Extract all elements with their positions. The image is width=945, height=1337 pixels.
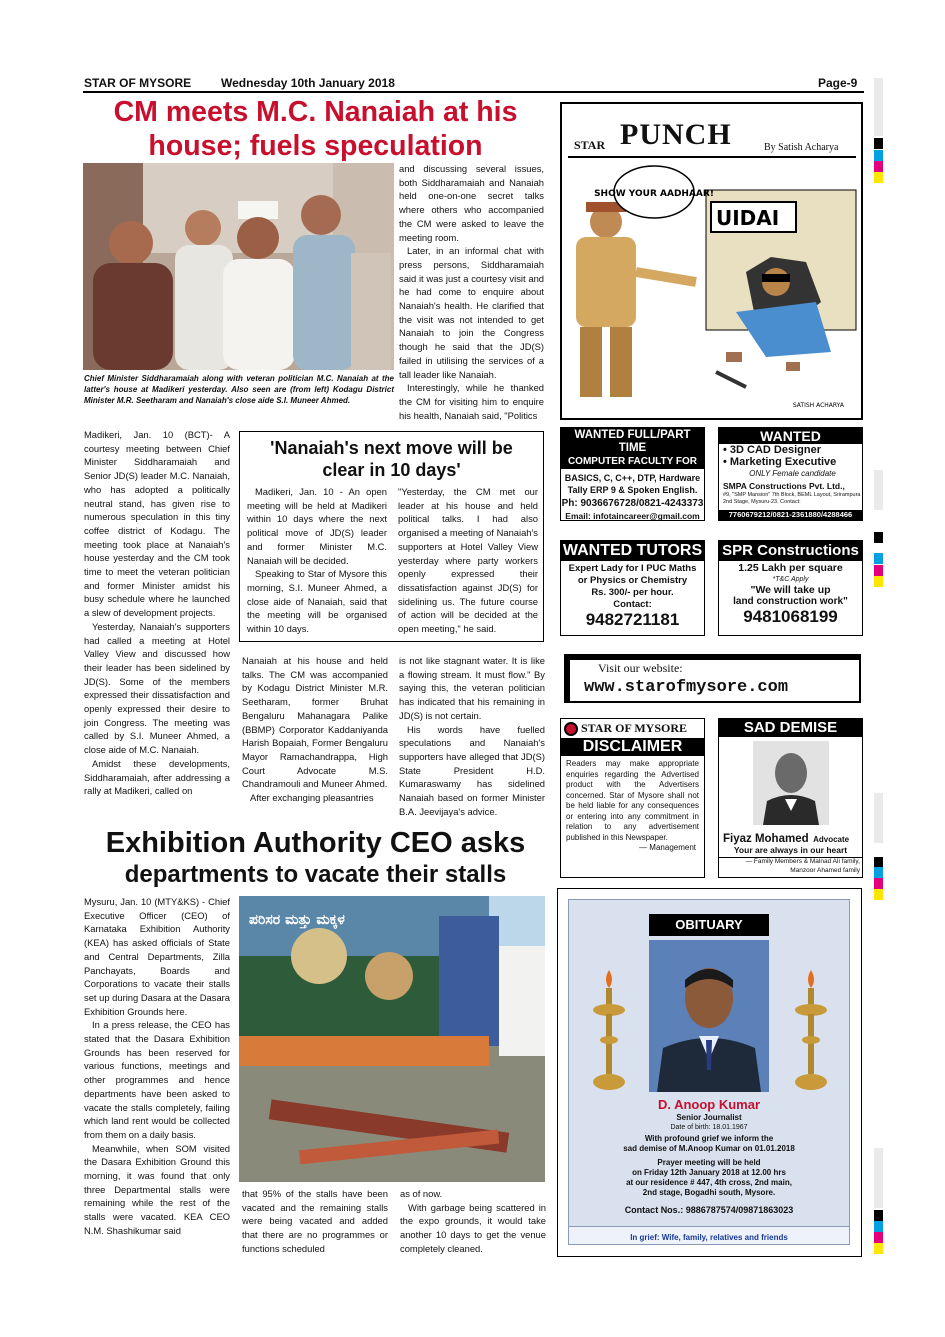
ad-computer-faculty: [560, 427, 705, 521]
paragraph: In a press release, the CEO has stated that the Dasara Exhibition Grounds has been reserved for various functions, meetings and other programmes and hence departments have been asked to vacate the stalls completely, failing which land rent would be collected from them on a daily basis.: [84, 1019, 230, 1140]
disclaimer-box: [560, 718, 705, 878]
paragraph: Madikeri, Jan. 10 - An open meeting will be held at Madikeri within 10 days where the next political move of JD(S) leader and former Minister M.C. Nanaiah will be decided.: [247, 486, 387, 566]
sidebar-col-b: [398, 485, 538, 636]
obituary-portrait-art: [649, 940, 769, 1092]
sad-demise-title: SAD DEMISE: [719, 719, 862, 737]
header-rule: [83, 91, 864, 93]
paragraph: With garbage being scattered in the expo grounds, it would take another 10 days to get the venue completely cleaned.: [400, 1201, 546, 1254]
oil-lamp-icon: [589, 970, 629, 1100]
ad-cad-phone: 7760679212/0821-2361880/4288466: [719, 510, 862, 520]
disclaimer-brand: [561, 719, 704, 738]
ad-cad-item2: • Marketing Executive: [723, 456, 837, 468]
obituary-prayer3: at our residence # 447, 4th cross, 2nd main,: [626, 1178, 792, 1187]
ad-spr-line3: land construction work": [733, 596, 848, 607]
ad-spr-body: [719, 563, 862, 607]
ad-faculty-phone: Ph: 9036676728/0821-4243373: [561, 498, 704, 509]
ad-spr-title: SPR Constructions: [719, 541, 862, 561]
ad-spr-phone: 9481068199: [743, 607, 838, 626]
swatch-cyan: [874, 1221, 883, 1232]
paragraph: Nanaiah at his house and held talks. The CM was accompanied by Kodagu District Minister M.R. Seetharam, former Bruhat Bengaluru Mahanagara Palike (BBMP) Corporator Kaddaniyanda Harish Bopaiah, Former Bengaluru Mayor Ramachandrappa, High Court Advocate M.S. Chandramouli and Muneer Ahmed.: [242, 655, 388, 790]
sad-demise-from2: Manzoor Ahamed family: [790, 866, 860, 874]
star-label: STAR: [574, 138, 606, 152]
website-box: [564, 654, 861, 703]
registration-strip-top: [874, 78, 883, 136]
obituary-box: [557, 888, 862, 1257]
obituary-line2: sad demise of M.Anoop Kumar on 01.01.2018: [623, 1144, 795, 1153]
ad-faculty-title: [561, 428, 704, 469]
paper-name: STAR OF MYSORE: [84, 76, 192, 90]
story1-col-right-top: [399, 162, 544, 422]
swatch-cyan: [874, 553, 883, 564]
paragraph: Interestingly, while he thanked the CM for visiting him to enquire his health, Nanaiah said, "Politics: [399, 382, 544, 421]
obituary-dob: Date of birth: 18.01.1967: [670, 1124, 748, 1131]
sad-demise-from: [723, 858, 860, 875]
story1-headline-line2: house; fuels speculation: [148, 130, 483, 162]
obituary-inner: [568, 899, 850, 1245]
paragraph: After exchanging pleasantries: [250, 792, 374, 804]
ad-tutors-line4: Contact:: [613, 599, 652, 610]
ad-cad-company: SMPA Constructions Pvt. Ltd.,: [723, 481, 845, 491]
ad-faculty-line1: BASICS, C, C++, DTP, Hardware: [564, 473, 701, 483]
ad-cad-note: ONLY Female candidate: [749, 469, 836, 478]
disclaimer-brand-text: STAR OF MYSORE: [581, 721, 688, 735]
swatch-black: [874, 1210, 883, 1221]
story2-headline-line1: Exhibition Authority CEO asks: [105, 827, 526, 859]
cartoon-signature: SATISH ACHARYA: [792, 402, 844, 409]
swatch-yellow: [874, 576, 883, 587]
obituary-prayer4: 2nd stage, Bogadhi south, Mysore.: [642, 1188, 776, 1197]
story2-col3: [400, 1187, 546, 1256]
paragraph: His words have fuelled speculations and Nanaiah's supporters have alleged that JD(S) State President H.D. Kumaraswamy has sidelined Nanaiah based on former Minister B.A. Jeevijaya's advice.: [399, 723, 545, 817]
ad-tutors: [560, 540, 705, 636]
punch-label: PUNCH: [620, 118, 732, 151]
sidebar-headline-line2: clear in 10 days': [322, 460, 461, 480]
paragraph: "Yesterday, the CM met our leader at his house and held political talks. I had also organised a meeting of Nanaiah's supporters at Hotel Valley View yesterday where party workers openly expressed their dissatisfaction against JD(S) for sidelining us. The future course of action will be decided at the open meeting," he said.: [398, 486, 538, 635]
obituary-grief: In grief: Wife, family, relatives and friends: [630, 1233, 788, 1242]
sidebar-col-a: [247, 485, 387, 636]
sidebar-headline-line1: 'Nanaiah's next move will be: [270, 438, 513, 458]
obituary-line1: With profound grief we inform the: [644, 1134, 774, 1143]
sad-demise-photo: [753, 741, 829, 825]
swatch-cyan: [874, 150, 883, 161]
paragraph: Mysuru, Jan. 10 (MTY&KS) - Chief Executive Officer (CEO) of Karnataka Exhibition Authority (KEA) has asked officials of State and Central Departments, Zilla Panchayats, Boards and Corporations to vacate their stalls set up during Dasara at the Dasara Exhibition Grounds here.: [84, 896, 230, 1017]
story2-headline-line2: departments to vacate their stalls: [124, 861, 507, 888]
obituary-contact: Contact Nos.: 9886787574/09871863023: [624, 1205, 794, 1215]
story1-col2: [242, 654, 388, 805]
ad-tutors-line3: Rs. 300/- per hour.: [591, 587, 674, 598]
star-logo-icon: [564, 722, 578, 736]
ad-tutors-title: WANTED TUTORS: [562, 542, 703, 559]
obituary-role: Senior Journalist: [676, 1113, 742, 1122]
ad-faculty-title2: COMPUTER FACULTY FOR: [567, 456, 698, 467]
story2-col2: [242, 1187, 388, 1256]
swatch-magenta: [874, 878, 883, 889]
story2-col1: [84, 895, 230, 1238]
cartoon-art: [566, 162, 859, 416]
obituary-text: [569, 1097, 849, 1216]
story1-caption: Chief Minister Siddharamaiah along with veteran politician M.C. Nanaiah at the latter's house at Madikeri yesterday. Also seen are (from left) Kodagu District Minister M.R. Seetharam and Nanaiah's close aide S.I. Muneer Ahmed.: [84, 374, 394, 405]
speech-bubble: SHOW YOUR AADHAAR!: [594, 189, 714, 199]
star-punch-box: [560, 102, 863, 420]
swatch-yellow: [874, 172, 883, 183]
obituary-title-bar: [649, 914, 769, 936]
obituary-photo: [649, 940, 769, 1092]
obituary-title: OBITUARY: [675, 917, 743, 932]
ad-spr-line2: "We will take up: [750, 584, 831, 596]
swatch-black: [874, 138, 883, 149]
ad-spr-constructions: [718, 540, 863, 636]
swatch-magenta: [874, 565, 883, 576]
sidebar-story-box: [239, 431, 544, 642]
obituary-grief-bar: [569, 1226, 849, 1244]
paragraph: and discussing several issues, both Siddharamaiah and Nanaiah held one-on-one secret talks where others who accompanied the CM were asked to leave the meeting room.: [399, 163, 544, 243]
ad-cad-item1: • 3D CAD Designer: [723, 444, 821, 456]
story2-headline: [83, 826, 548, 890]
story1-headline: [83, 95, 548, 163]
paragraph: as of now.: [400, 1188, 443, 1199]
portrait-art: [753, 741, 829, 825]
disclaimer-sign: — Management: [639, 843, 696, 852]
swatch-magenta: [874, 161, 883, 172]
ad-spr-line1: 1.25 Lakh per square: [738, 562, 843, 574]
swatch-magenta: [874, 1232, 883, 1243]
swatch-yellow: [874, 1243, 883, 1254]
ad-spr-tc: *T&C Apply: [772, 576, 809, 583]
story1-photo-art: [83, 163, 394, 370]
paragraph: Yesterday, Nanaiah's supporters had called a meeting at Hotel Valley View and discussed how their leader has been sidelined by JD(S). Some of the members expressed their dissatisfaction and openly expressed their desire to join Congress. The meeting was called by S.I. Muneer Ahmed, a close aide of M.C. Nanaiah.: [84, 620, 230, 756]
swatch-cyan: [874, 867, 883, 878]
star-punch-header: [568, 112, 856, 158]
ad-tutors-body: [561, 563, 704, 611]
sad-demise-box: [718, 718, 863, 878]
story1-headline-line1: CM meets M.C. Nanaiah at his: [113, 96, 518, 128]
paragraph: Later, in an informal chat with press persons, Siddharamaiah said it was just a courtesy visit and he had come to enquire about Nanaiah's health. He clarified that the visit was not intended to get Nanaiah to join the Congress though he said that the JD(S) failed in utilising the services of a tall leader like Nanaiah.: [399, 245, 544, 380]
paragraph: Madikeri, Jan. 10 (BCT)- A courtesy meeting between Chief Minister Siddharamaiah and Senior JD(S) leader M.C. Nanaiah, who has adopted a politically neutral stand, has given rise to numerous speculation in this tiny coffee district of Kodagu. The meeting took place at Nanaiah's house yesterday and the CM took time to meet the veteran politician and former Minister amidst his busy schedule where he launched a slew of development projects.: [84, 429, 230, 619]
page-number: Page-9: [818, 76, 858, 90]
ad-faculty-email: Email: infotaincareer@gmail.com: [565, 511, 700, 521]
paragraph: Amidst these developments, Siddharamaiah, after addressing a rally at Madikeri, called on: [84, 757, 230, 797]
story1-photo: [83, 163, 394, 370]
ad-faculty-line2: Tally ERP 9 & Spoken English.: [567, 485, 698, 495]
ad-tutors-line2: or Physics or Chemistry: [577, 575, 688, 586]
sidebar-headline: [240, 437, 543, 481]
ad-cad-title: WANTED: [719, 428, 862, 444]
sad-demise-role: Advocate: [813, 835, 850, 844]
story1-col1: [84, 428, 230, 798]
ad-cad-address: #9, "SMP Mansion" 7th Block, BEML Layout, Srirampura 2nd Stage, Mysuru-23. Contact:: [723, 492, 861, 505]
exhibition-sign-text: ಪರಿಸರ ಮತ್ತು ಮಕ್ಕಳ: [249, 912, 345, 928]
oil-lamp-icon: [791, 970, 831, 1100]
registration-strip-bottom: [874, 1148, 883, 1208]
ad-wanted-cad: [718, 427, 863, 521]
registration-strip-low: [874, 793, 883, 843]
swatch-yellow: [874, 889, 883, 900]
disclaimer-text: Readers may make appropriate enquiries regarding the Advertised product with the Advertisers concerned. Star of Mysore shall not be held liable for any consequences or entering into any commitment in relation to any advertisement published in this Newspaper.: [566, 759, 699, 842]
sad-demise-from1: — Family Members & Malnad Ali family,: [745, 858, 860, 865]
story1-col3: [399, 654, 545, 818]
paragraph: Speaking to Star of Mysore this morning, S.I. Muneer Ahmed, a close aide of Nanaiah, said that the meeting will be organised within 10 days.: [247, 568, 387, 635]
obituary-name: D. Anoop Kumar: [657, 1097, 761, 1112]
sad-demise-name: Fiyaz Mohamed: [723, 833, 809, 845]
story2-photo-art: [239, 896, 545, 1182]
paragraph: that 95% of the stalls have been vacated and the remaining stalls were being vacated and added that there are no programmes or functions scheduled: [242, 1188, 388, 1254]
paragraph: Meanwhile, when SOM visited the Dasara Exhibition Ground this morning, it was found that only three Departmental stalls were remaining while the rest of the stalls were vacated. KEA CEO N.M. Shashikumar said: [84, 1142, 230, 1236]
ad-tutors-phone: 9482721181: [585, 610, 680, 629]
swatch-black: [874, 532, 883, 543]
cartoon-credit: By Satish Acharya: [764, 142, 839, 153]
sad-demise-tagline: Your are always in our heart: [719, 845, 862, 858]
registration-strip-mid: [874, 470, 883, 510]
issue-date: Wednesday 10th January 2018: [221, 76, 395, 90]
disclaimer-title: DISCLAIMER: [561, 738, 704, 756]
ad-cad-body: [719, 444, 862, 506]
uidai-sign: UIDAI: [716, 206, 780, 230]
story2-photo: [239, 896, 545, 1182]
ad-faculty-body: [561, 472, 704, 522]
ad-faculty-title1: WANTED FULL/PART TIME: [574, 429, 691, 454]
website-url[interactable]: www.starofmysore.com: [584, 678, 789, 697]
paragraph: is not like stagnant water. It is like a flowing stream. It must flow." By saying this, the veteran politician has indicated that his remaining in JD(S) is not certain.: [399, 655, 545, 721]
website-label: Visit our website:: [598, 661, 683, 675]
obituary-prayer1: Prayer meeting will be held: [657, 1158, 761, 1167]
obituary-prayer2: on Friday 12th January 2018 at 12.00 hrs: [632, 1168, 786, 1177]
ad-tutors-line1: Expert Lady for I PUC Maths: [568, 563, 697, 574]
